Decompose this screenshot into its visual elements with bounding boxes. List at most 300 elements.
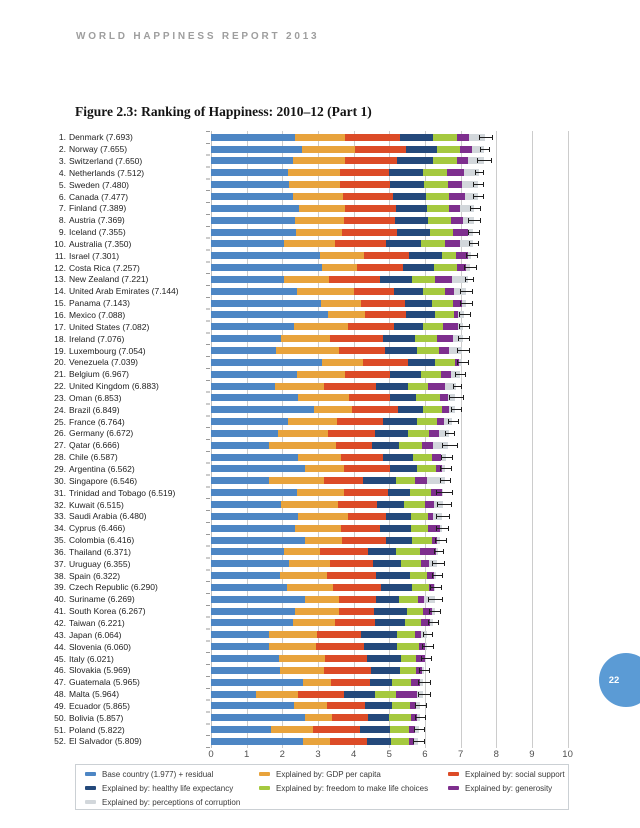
bar-segment-health xyxy=(386,240,420,247)
country-bar xyxy=(211,347,462,354)
error-bar-line xyxy=(458,350,469,351)
country-rank: 4. xyxy=(58,167,66,178)
error-bar-line xyxy=(415,729,424,730)
country-rank: 19. xyxy=(54,345,66,356)
country-bar xyxy=(211,489,443,496)
bar-segment-freedom xyxy=(423,169,447,176)
country-rank: 6. xyxy=(58,191,66,202)
bar-segment-gdp xyxy=(305,537,342,544)
country-label xyxy=(38,594,208,604)
bar-segment-gdp xyxy=(256,691,297,698)
figure-title: Figure 2.3: Ranking of Happiness: 2010–12 (Part 1) xyxy=(75,104,372,119)
bar-segment-generosity xyxy=(440,394,448,401)
bar-segment-gdp xyxy=(298,454,340,461)
bar-segment-freedom xyxy=(412,584,429,591)
error-bar-line xyxy=(458,362,469,363)
country-rank: 44. xyxy=(54,641,66,652)
legend-entry-social xyxy=(448,769,565,781)
country-bar xyxy=(211,205,474,212)
country-name-score: Brazil (6.849) xyxy=(69,404,120,415)
bar-segment-gdp xyxy=(289,181,340,188)
country-rank: 31. xyxy=(54,487,66,498)
country-rank: 24. xyxy=(54,404,66,415)
country-rank: 48. xyxy=(54,689,66,700)
country-label xyxy=(38,251,208,261)
error-bar-line xyxy=(469,232,479,233)
country-label xyxy=(38,547,208,557)
bar-segment-freedom xyxy=(405,619,421,626)
error-bar-line xyxy=(438,504,451,505)
bar-segment-health xyxy=(397,157,433,164)
error-bar-line xyxy=(430,611,440,612)
bar-segment-freedom xyxy=(397,631,415,638)
error-bar xyxy=(458,336,470,341)
bar-segment-gdp xyxy=(295,608,339,615)
country-bar xyxy=(211,738,418,745)
bar-segment-freedom xyxy=(435,359,456,366)
bar-segment-gdp xyxy=(298,394,349,401)
bar-segment-social xyxy=(324,477,364,484)
country-rank: 42. xyxy=(54,617,66,628)
legend-swatch-generosity xyxy=(448,786,459,790)
bar-segment-residual xyxy=(211,205,299,212)
bar-segment-generosity xyxy=(421,560,428,567)
bar-segment-health xyxy=(383,454,413,461)
bar-segment-gdp xyxy=(271,726,313,733)
country-label xyxy=(38,500,208,510)
bar-segment-social xyxy=(342,537,386,544)
country-bar xyxy=(211,572,436,579)
country-bar xyxy=(211,146,484,153)
error-bar-line xyxy=(416,717,425,718)
bar-segment-generosity xyxy=(457,134,469,141)
legend-entry-freedom xyxy=(259,783,428,795)
error-bar xyxy=(414,727,425,732)
country-rank: 18. xyxy=(54,333,66,344)
bar-segment-social xyxy=(324,383,375,390)
country-name-score: Switzerland (7.650) xyxy=(69,155,143,166)
x-axis-tick-label: 3 xyxy=(315,749,321,760)
bar-segment-freedom xyxy=(432,300,453,307)
bar-segment-gdp xyxy=(303,738,331,745)
country-rank: 8. xyxy=(58,215,66,226)
bar-segment-health xyxy=(376,572,410,579)
bar-segment-social xyxy=(324,667,371,674)
country-bar xyxy=(211,300,466,307)
error-bar xyxy=(436,490,454,495)
country-label xyxy=(38,168,208,178)
country-label xyxy=(38,571,208,581)
bar-segment-residual xyxy=(211,193,293,200)
x-axis-tick-label: 4 xyxy=(350,749,357,760)
country-name-score: Luxembourg (7.054) xyxy=(69,345,146,356)
bar-segment-gdp xyxy=(287,584,333,591)
bar-segment-social xyxy=(340,181,391,188)
bar-segment-social xyxy=(327,702,366,709)
bar-segment-residual xyxy=(211,430,278,437)
country-name-score: Czech Republic (6.290) xyxy=(69,582,158,593)
error-bar xyxy=(432,561,445,566)
error-bar xyxy=(455,372,466,377)
bar-segment-health xyxy=(395,217,428,224)
bar-segment-health xyxy=(394,323,423,330)
bar-segment-freedom xyxy=(428,217,450,224)
error-bar-line xyxy=(450,397,463,398)
country-name-score: Spain (6.322) xyxy=(69,570,121,581)
bar-segment-freedom xyxy=(389,714,411,721)
country-bar xyxy=(211,193,478,200)
bar-segment-gdp xyxy=(284,276,329,283)
country-name-score: New Zealand (7.221) xyxy=(69,274,149,285)
legend-entry-gdp xyxy=(259,769,381,781)
bar-segment-generosity xyxy=(428,383,445,390)
bar-segment-freedom xyxy=(392,679,411,686)
bar-segment-residual xyxy=(211,418,288,425)
bar-segment-generosity xyxy=(396,691,417,698)
country-label xyxy=(38,346,208,356)
bar-segment-social xyxy=(345,157,397,164)
error-bar xyxy=(469,241,479,246)
error-bar-line xyxy=(460,314,470,315)
legend-entry-health xyxy=(85,783,233,795)
bar-segment-health xyxy=(376,596,398,603)
error-bar xyxy=(477,158,492,163)
bar-segment-freedom xyxy=(412,537,432,544)
error-bar xyxy=(435,538,447,543)
country-name-score: Costa Rica (7.257) xyxy=(69,262,140,273)
country-rank: 25. xyxy=(54,416,66,427)
bar-segment-generosity xyxy=(443,323,458,330)
bar-segment-social xyxy=(349,394,390,401)
bar-segment-residual xyxy=(211,169,288,176)
error-bar-line xyxy=(437,528,448,529)
error-bar xyxy=(457,360,470,365)
error-bar-line xyxy=(437,516,448,517)
legend-label: Explained by: freedom to make life choices xyxy=(276,784,429,793)
bar-segment-residual xyxy=(211,442,269,449)
bar-segment-residual xyxy=(211,726,271,733)
error-bar xyxy=(437,502,452,507)
bar-segment-gdp xyxy=(276,347,339,354)
country-label xyxy=(38,203,208,213)
country-label xyxy=(38,511,208,521)
country-bar xyxy=(211,548,438,555)
error-bar-line xyxy=(435,551,444,552)
error-bar-line xyxy=(424,634,432,635)
country-label xyxy=(38,464,208,474)
country-name-score: Singapore (6.546) xyxy=(69,475,138,486)
bar-segment-social xyxy=(344,217,395,224)
country-label xyxy=(38,677,208,687)
bar-segment-freedom xyxy=(421,371,441,378)
gridline-x8 xyxy=(496,131,497,748)
country-label xyxy=(38,689,208,699)
country-rank: 33. xyxy=(54,511,66,522)
country-name-score: Belgium (6.967) xyxy=(69,369,130,380)
bar-segment-health xyxy=(372,442,399,449)
bar-segment-residual xyxy=(211,619,293,626)
error-bar-line xyxy=(449,421,458,422)
country-rank: 13. xyxy=(54,274,66,285)
bar-segment-freedom xyxy=(435,311,455,318)
country-rank: 23. xyxy=(54,392,66,403)
error-bar xyxy=(436,526,449,531)
country-rank: 51. xyxy=(54,724,66,735)
country-rank: 10. xyxy=(54,238,66,249)
bar-segment-social xyxy=(317,631,362,638)
error-bar xyxy=(479,135,493,140)
bar-segment-social xyxy=(298,691,344,698)
country-bar xyxy=(211,655,426,662)
legend-swatch-residual xyxy=(85,772,96,776)
error-bar-line xyxy=(423,646,432,647)
country-name-score: Suriname (6.269) xyxy=(69,594,135,605)
country-bar xyxy=(211,643,427,650)
country-bar xyxy=(211,525,442,532)
country-bar xyxy=(211,264,470,271)
country-name-score: United Arab Emirates (7.144) xyxy=(69,286,179,297)
bar-segment-generosity xyxy=(460,146,472,153)
bar-segment-health xyxy=(367,655,401,662)
x-axis-tick-label: 7 xyxy=(457,749,464,760)
country-rank: 22. xyxy=(54,381,66,392)
bar-segment-residual xyxy=(211,181,289,188)
country-name-score: Slovakia (5.969) xyxy=(69,665,131,676)
country-label xyxy=(38,263,208,273)
bar-segment-health xyxy=(385,347,417,354)
country-name-score: Poland (5.822) xyxy=(69,724,125,735)
country-bar xyxy=(211,276,468,283)
bar-segment-health xyxy=(383,418,417,425)
country-label xyxy=(38,523,208,533)
country-label xyxy=(38,239,208,249)
page-number: 22 xyxy=(608,675,620,686)
bar-segment-social xyxy=(355,146,406,153)
bar-segment-residual xyxy=(211,738,303,745)
country-label xyxy=(38,725,208,735)
bar-segment-gdp xyxy=(302,146,355,153)
bar-segment-health xyxy=(386,537,412,544)
bar-segment-residual xyxy=(211,489,297,496)
error-bar-line xyxy=(433,563,444,564)
bar-segment-generosity xyxy=(449,205,460,212)
error-bar xyxy=(441,455,453,460)
bar-segment-freedom xyxy=(399,596,418,603)
country-rank: 15. xyxy=(54,298,66,309)
country-name-score: Chile (6.587) xyxy=(69,452,118,463)
bar-segment-social xyxy=(330,738,367,745)
chart-legend xyxy=(75,764,569,810)
bar-segment-gdp xyxy=(328,311,365,318)
country-label xyxy=(38,476,208,486)
country-label xyxy=(38,488,208,498)
country-name-score: Kuwait (6.515) xyxy=(69,499,124,510)
bar-segment-generosity xyxy=(437,418,444,425)
country-label xyxy=(38,452,208,462)
bar-segment-social xyxy=(341,525,380,532)
country-bar xyxy=(211,359,462,366)
bar-segment-gdp xyxy=(278,430,328,437)
bar-segment-freedom xyxy=(392,702,411,709)
country-label xyxy=(38,642,208,652)
country-name-score: El Salvador (5.809) xyxy=(69,736,142,747)
bar-segment-residual xyxy=(211,229,296,236)
country-name-score: Australia (7.350) xyxy=(69,238,132,249)
bar-segment-gdp xyxy=(279,655,325,662)
error-bar xyxy=(448,419,459,424)
bar-segment-gdp xyxy=(305,465,344,472)
country-label xyxy=(38,357,208,367)
x-axis-tick-label: 10 xyxy=(562,749,573,760)
bar-segment-freedom xyxy=(397,643,419,650)
country-rank: 50. xyxy=(54,712,66,723)
error-bar xyxy=(473,182,484,187)
country-name-score: Taiwan (6.221) xyxy=(69,617,125,628)
bar-segment-social xyxy=(344,465,390,472)
bar-segment-freedom xyxy=(408,430,429,437)
bar-segment-social xyxy=(363,359,408,366)
country-label xyxy=(38,428,208,438)
bar-segment-health xyxy=(363,477,396,484)
bar-segment-gdp xyxy=(269,643,316,650)
bar-segment-social xyxy=(345,371,390,378)
error-bar xyxy=(440,466,452,471)
country-name-score: Argentina (6.562) xyxy=(69,463,135,474)
country-name-score: Norway (7.655) xyxy=(69,144,128,155)
country-rank: 47. xyxy=(54,677,66,688)
legend-label: Base country (1.977) + residual xyxy=(102,770,214,779)
bar-segment-freedom xyxy=(408,383,428,390)
bar-segment-gdp xyxy=(275,383,325,390)
country-name-score: South Korea (6.267) xyxy=(69,606,146,617)
error-bar-line xyxy=(441,468,451,469)
bar-segment-health xyxy=(390,371,421,378)
bar-segment-freedom xyxy=(410,572,427,579)
error-bar-line xyxy=(476,172,483,173)
country-rank: 14. xyxy=(54,286,66,297)
error-bar-line xyxy=(474,184,483,185)
country-rank: 27. xyxy=(54,440,66,451)
country-bar xyxy=(211,477,445,484)
country-label xyxy=(38,156,208,166)
country-name-score: Guatemala (5.965) xyxy=(69,677,140,688)
bar-segment-social xyxy=(339,596,376,603)
error-bar xyxy=(413,739,425,744)
country-label xyxy=(38,701,208,711)
bar-segment-health xyxy=(373,560,401,567)
bar-segment-residual xyxy=(211,134,295,141)
country-label xyxy=(38,298,208,308)
bar-segment-freedom xyxy=(399,442,421,449)
bar-segment-freedom xyxy=(396,477,415,484)
error-bar xyxy=(480,147,491,152)
bar-segment-freedom xyxy=(412,276,435,283)
country-name-score: Japan (6.064) xyxy=(69,629,122,640)
legend-label: Explained by: perceptions of corruption xyxy=(102,798,241,807)
bar-segment-generosity xyxy=(435,276,452,283)
bar-segment-health xyxy=(400,134,433,141)
country-rank: 20. xyxy=(54,357,66,368)
country-name-score: United Kingdom (6.883) xyxy=(69,381,159,392)
bar-segment-freedom xyxy=(410,489,431,496)
legend-swatch-freedom xyxy=(259,786,270,790)
bar-segment-residual xyxy=(211,501,281,508)
bar-segment-residual xyxy=(211,300,321,307)
country-rank: 2. xyxy=(58,144,66,155)
bar-segment-gdp xyxy=(269,442,336,449)
country-bar xyxy=(211,335,463,342)
error-bar-line xyxy=(420,670,429,671)
legend-swatch-gdp xyxy=(259,772,270,776)
bar-segment-social xyxy=(330,560,373,567)
country-bar xyxy=(211,430,449,437)
bar-segment-residual xyxy=(211,311,328,318)
legend-entry-residual xyxy=(85,769,213,781)
error-bar xyxy=(460,289,473,294)
country-bar xyxy=(211,596,435,603)
country-label xyxy=(38,369,208,379)
report-header-text: WORLD HAPPINESS REPORT 2013 xyxy=(76,31,320,42)
country-bar xyxy=(211,394,455,401)
country-rank: 36. xyxy=(54,546,66,557)
bar-segment-social xyxy=(361,300,405,307)
country-bar xyxy=(211,371,460,378)
bar-segment-social xyxy=(335,240,387,247)
bar-segment-social xyxy=(364,252,408,259)
bar-segment-residual xyxy=(211,371,297,378)
bar-segment-health xyxy=(380,525,411,532)
bar-segment-residual xyxy=(211,252,320,259)
bar-segment-freedom xyxy=(400,667,416,674)
country-bar xyxy=(211,217,474,224)
country-bar xyxy=(211,406,455,413)
bar-segment-social xyxy=(336,442,372,449)
bar-segment-social xyxy=(313,726,360,733)
legend-swatch-social xyxy=(448,772,459,776)
bar-segment-residual xyxy=(211,702,294,709)
country-rank: 9. xyxy=(58,227,66,238)
bar-segment-health xyxy=(374,608,407,615)
bar-segment-residual xyxy=(211,264,322,271)
bar-segment-health xyxy=(360,726,390,733)
error-bar xyxy=(442,443,458,448)
country-bar xyxy=(211,311,464,318)
country-rank: 5. xyxy=(58,179,66,190)
bar-segment-freedom xyxy=(433,134,457,141)
country-rank: 45. xyxy=(54,653,66,664)
country-rank: 26. xyxy=(54,428,66,439)
error-bar-line xyxy=(461,291,472,292)
bar-segment-health xyxy=(371,667,401,674)
error-bar-line xyxy=(419,694,430,695)
bar-segment-residual xyxy=(211,537,305,544)
country-name-score: Denmark (7.693) xyxy=(69,132,133,143)
country-name-score: Bolivia (5.857) xyxy=(69,712,124,723)
bar-segment-freedom xyxy=(423,288,445,295)
bar-segment-freedom xyxy=(413,454,432,461)
error-bar-line xyxy=(456,374,465,375)
error-bar-line xyxy=(414,741,424,742)
error-bar-line xyxy=(454,386,462,387)
error-bar xyxy=(453,384,463,389)
bar-segment-residual xyxy=(211,157,293,164)
error-bar xyxy=(429,609,441,614)
country-rank: 37. xyxy=(54,558,66,569)
country-bar xyxy=(211,229,473,236)
bar-segment-health xyxy=(388,489,410,496)
country-name-score: Qatar (6.666) xyxy=(69,440,120,451)
error-bar xyxy=(460,301,473,306)
